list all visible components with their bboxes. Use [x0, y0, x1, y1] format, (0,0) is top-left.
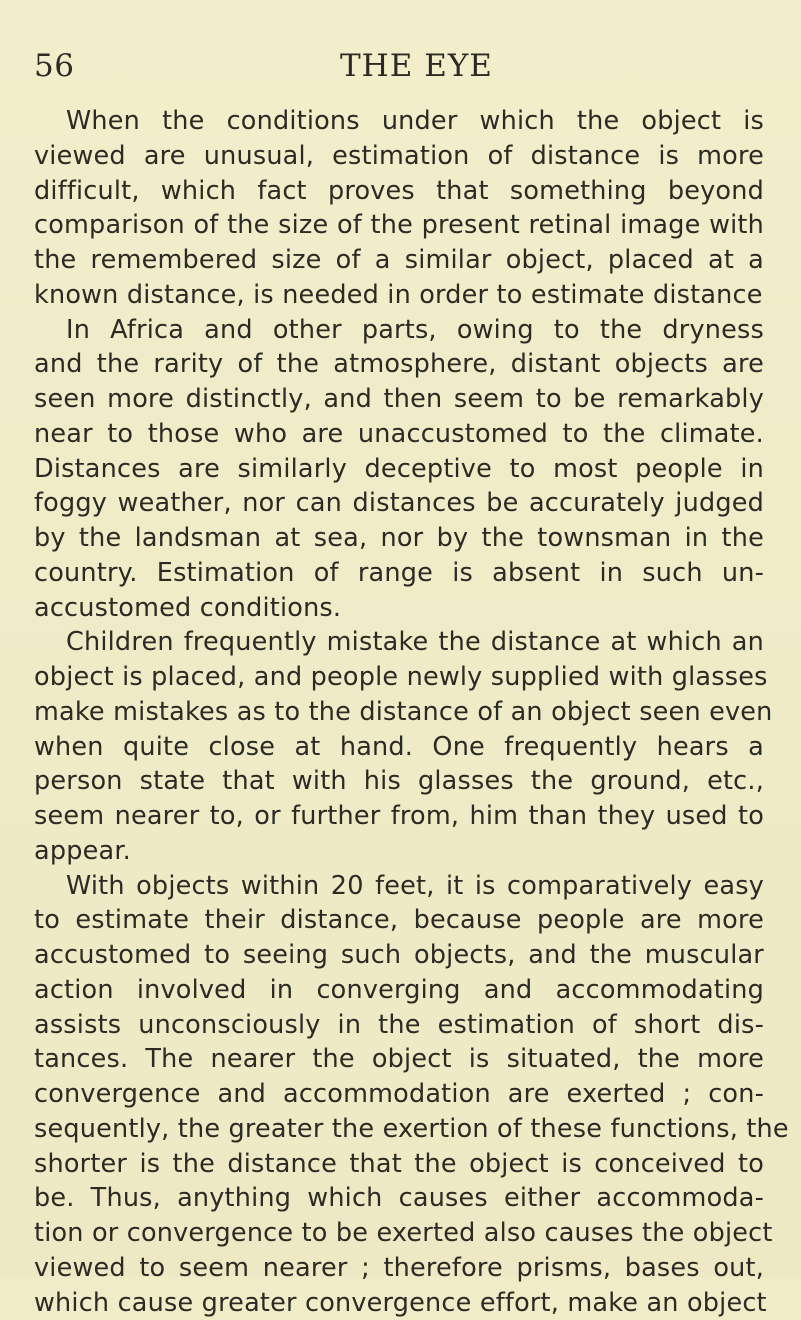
text-line: sequently, the greater the exertion of these functions, the: [34, 1112, 764, 1147]
body-text: [34, 104, 764, 1320]
text-line: Distances are similarly deceptive to most people in: [34, 452, 764, 487]
text-line: When the conditions under which the object is: [34, 104, 764, 139]
text-line: convergence and accommodation are exerted ; con-: [34, 1077, 764, 1112]
text-line: accustomed to seeing such objects, and the muscular: [34, 938, 764, 973]
text-line: person state that with his glasses the ground, etc.,: [34, 764, 764, 799]
text-line: viewed are unusual, estimation of distance is more: [34, 139, 764, 174]
text-line: viewed to seem nearer ; therefore prisms, bases out,: [34, 1251, 764, 1286]
text-line: tion or convergence to be exerted also causes the object: [34, 1216, 764, 1251]
text-line: known distance, is needed in order to estimate distance: [34, 278, 764, 313]
text-line: shorter is the distance that the object is conceived to: [34, 1147, 764, 1182]
page-number: 56: [34, 48, 74, 84]
text-line: difficult, which fact proves that something beyond: [34, 174, 764, 209]
text-line: With objects within 20 feet, it is comparatively easy: [34, 869, 764, 904]
text-line: by the landsman at sea, nor by the townsman in the: [34, 521, 764, 556]
text-line: make mistakes as to the distance of an object seen even: [34, 695, 764, 730]
text-line: country. Estimation of range is absent in such un-: [34, 556, 764, 591]
running-head: THE EYE: [340, 48, 493, 84]
text-line: action involved in converging and accommodating: [34, 973, 764, 1008]
text-line: the remembered size of a similar object, placed at a: [34, 243, 764, 278]
text-line: when quite close at hand. One frequently hears a: [34, 730, 764, 765]
text-line: to estimate their distance, because people are more: [34, 903, 764, 938]
text-line: object is placed, and people newly supplied with glasses: [34, 660, 764, 695]
text-line: seem nearer to, or further from, him than they used to: [34, 799, 764, 834]
text-line: which cause greater convergence effort, make an object: [34, 1286, 764, 1320]
text-line: and the rarity of the atmosphere, distant objects are: [34, 347, 764, 382]
text-line: be. Thus, anything which causes either accommoda-: [34, 1181, 764, 1216]
text-line: assists unconsciously in the estimation of short dis-: [34, 1008, 764, 1043]
text-line: comparison of the size of the present retinal image with: [34, 208, 764, 243]
text-line: tances. The nearer the object is situated, the more: [34, 1042, 764, 1077]
text-line: accustomed conditions.: [34, 591, 764, 626]
text-line: In Africa and other parts, owing to the dryness: [34, 313, 764, 348]
text-line: foggy weather, nor can distances be accurately judged: [34, 486, 764, 521]
text-line: appear.: [34, 834, 764, 869]
page-header: [0, 48, 801, 88]
text-line: Children frequently mistake the distance at which an: [34, 625, 764, 660]
text-line: seen more distinctly, and then seem to be remarkably: [34, 382, 764, 417]
text-line: near to those who are unaccustomed to the climate.: [34, 417, 764, 452]
